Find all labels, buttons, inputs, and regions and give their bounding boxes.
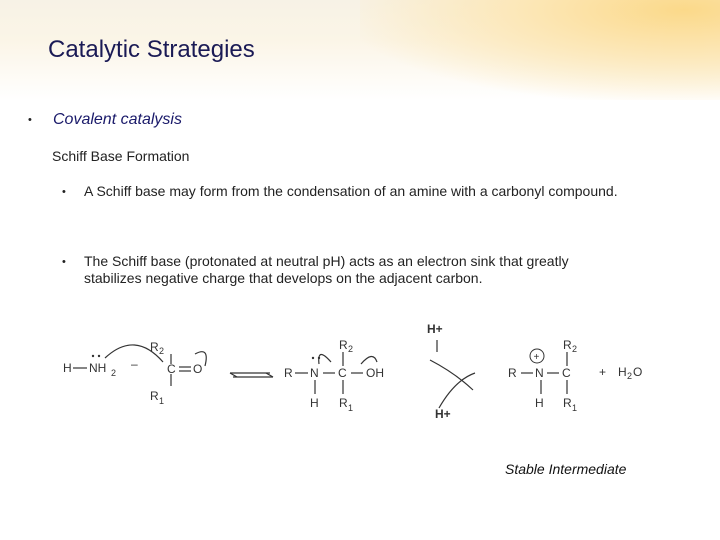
bullet-icon: •	[62, 186, 66, 198]
curved-arrow	[361, 356, 377, 364]
equilibrium-arrowhead	[230, 373, 237, 377]
atom-label: 2	[159, 346, 165, 356]
atom-label: 1	[572, 403, 578, 413]
header-glow	[360, 0, 720, 100]
atom-label: R	[284, 366, 293, 380]
point-1: A Schiff base may form from the condensation of an amine with a carbonyl compound.	[84, 183, 618, 199]
curved-arrow	[430, 360, 473, 390]
atom-label: 1	[159, 396, 165, 406]
atom-label: NH	[89, 361, 107, 375]
reaction-scheme	[55, 318, 655, 433]
atom-label: 2	[627, 371, 633, 381]
topic-heading: Covalent catalysis	[53, 111, 182, 128]
atom-label: R	[508, 366, 517, 380]
subheading: Schiff Base Formation	[52, 148, 190, 164]
atom-label: R	[150, 340, 159, 354]
atom-label: H	[618, 365, 627, 379]
atom-label: H	[310, 396, 319, 410]
caption: Stable Intermediate	[505, 461, 627, 477]
atom-label: R	[563, 338, 572, 352]
atom-label: R	[150, 389, 159, 403]
atom-label: O	[633, 365, 643, 379]
plus-sign: +	[599, 365, 607, 379]
curved-arrow	[439, 373, 475, 408]
atom-label: 1	[348, 403, 354, 413]
bullet-icon: •	[28, 114, 32, 126]
bullet-icon: •	[62, 256, 66, 268]
charge-label: +	[533, 352, 540, 363]
proton-label: H+	[435, 407, 451, 421]
atom-label: 2	[111, 368, 117, 378]
atom-label: 2	[572, 344, 578, 354]
charge-label: –	[131, 357, 138, 371]
atom-label: H	[63, 361, 72, 375]
atom-label: N	[535, 366, 544, 380]
atom-label: C	[338, 366, 347, 380]
atom-label: C	[562, 366, 571, 380]
atom-label: R	[339, 338, 348, 352]
equilibrium-arrowhead	[266, 373, 273, 377]
atom-label: 2	[348, 344, 354, 354]
atom-label: R	[563, 396, 572, 410]
atom-label: N	[310, 366, 319, 380]
point-2: The Schiff base (protonated at neutral pH) acts as an electron sink that greatly stabilizes negative charge that develops on the adjacent carbon.	[84, 253, 569, 286]
atom-label: R	[339, 396, 348, 410]
atom-label: OH	[366, 366, 384, 380]
atom-label: C	[167, 362, 176, 376]
atom-label: O	[193, 362, 203, 376]
curved-arrow	[319, 354, 331, 364]
slide-title: Catalytic Strategies	[48, 36, 255, 63]
atom-label: H	[535, 396, 544, 410]
proton-label: H+	[427, 322, 443, 336]
